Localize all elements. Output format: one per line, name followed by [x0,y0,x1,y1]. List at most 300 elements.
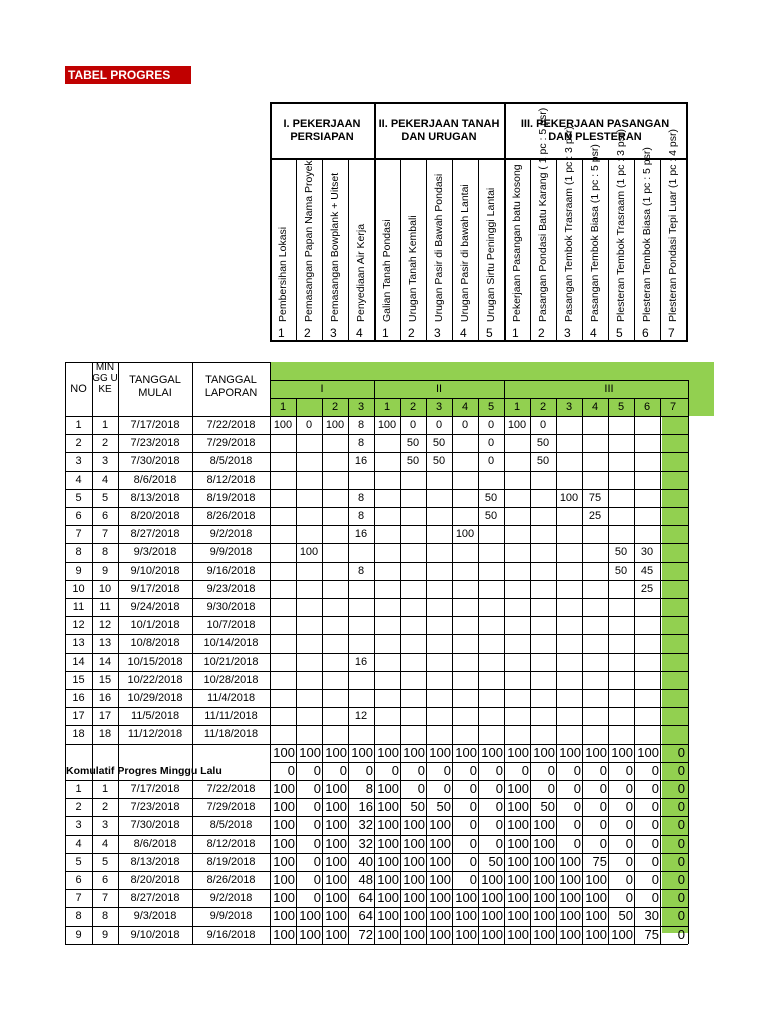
progress-value: 0 [677,890,685,906]
row-report-date: 7/22/2018 [206,419,256,431]
progress-value: 0 [651,835,659,851]
row-minggu: 13 [98,637,112,650]
grid-line [688,398,689,944]
progress-value: 100 [559,872,581,887]
progress-value: 100 [585,872,607,887]
task-number: 7 [668,326,675,340]
progress-value: 100 [325,872,347,887]
sub-number: 1 [383,401,391,413]
progress-value: 0 [469,853,477,869]
kumulatif-base-value: 0 [521,762,529,778]
progress-value: 100 [273,781,295,796]
kumulatif-base-value: 0 [391,762,399,778]
kumulatif-base-value: 0 [339,762,347,778]
row-no: 3 [75,819,82,832]
progress-value: 72 [358,926,373,942]
progress-value: 0 [313,835,321,851]
progress-value: 0 [539,419,547,431]
grid-line [65,944,688,945]
row-no: 6 [75,510,82,522]
progress-value: 0 [677,781,685,796]
progress-value: 0 [625,872,633,887]
progress-value: 100 [559,908,581,924]
progress-value: 50 [614,564,628,577]
row-report-date: 7/29/2018 [206,437,256,450]
progress-value: 0 [677,908,685,924]
header-border [400,158,401,342]
progress-value: 0 [599,817,607,833]
progress-value: 100 [377,419,397,431]
progress-value: 100 [507,817,529,833]
row-report-date: 8/26/2018 [206,510,256,522]
progress-value: 16 [354,528,368,541]
total-value: 100 [455,744,477,760]
task-number: 4 [460,326,467,340]
row-start-date: 9/17/2018 [130,582,180,595]
progress-value: 100 [273,817,295,833]
sub-number: 4 [591,401,599,413]
row-minggu: 9 [101,928,109,941]
row-start-date: 9/10/2018 [130,928,180,941]
row-report-date: 9/9/2018 [209,910,253,923]
progress-value: 50 [484,491,498,504]
task-number: 6 [642,326,649,340]
row-report-date: 10/14/2018 [203,637,259,650]
row-start-date: 8/27/2018 [130,892,180,905]
row-start-date: 7/23/2018 [130,801,180,814]
total-value: 100 [533,744,555,760]
row-minggu: 18 [98,728,112,741]
col-header-minggu: MIN GG U KE [92,362,118,395]
progress-value: 0 [651,781,659,796]
progress-value: 50 [432,437,446,450]
progress-value: 0 [487,419,495,431]
progress-value: 75 [592,853,607,869]
row-start-date: 8/6/2018 [133,473,177,486]
progress-value: 0 [469,799,477,815]
progress-value: 0 [573,799,581,815]
progress-value: 100 [403,853,425,869]
header-border [452,158,453,342]
progress-value: 100 [585,926,607,942]
row-start-date: 10/22/2018 [127,673,183,686]
sub-number: 4 [461,401,469,413]
progress-value: 50 [540,799,555,815]
col-header-no: NO [70,383,87,395]
progress-value: 0 [443,781,451,796]
row-no: 8 [75,546,82,559]
progress-value: 100 [507,781,529,796]
progress-value: 0 [409,419,417,431]
progress-value: 100 [507,799,529,815]
progress-value: 48 [358,872,373,887]
row-start-date: 7/17/2018 [130,783,180,795]
progress-value: 100 [507,908,529,924]
progress-value: 16 [358,799,373,815]
progress-value: 50 [410,799,425,815]
row-start-date: 10/8/2018 [130,637,180,650]
progress-value: 100 [481,890,503,906]
progress-value: 8 [357,564,365,577]
progress-value: 50 [406,455,420,468]
progress-value: 100 [507,926,529,942]
progress-value: 100 [299,908,321,924]
progress-value: 0 [651,890,659,906]
task-name: Pemasangan Bowplank + Uitset [329,172,341,322]
task-name: Galian Tanah Pondasi [381,219,393,322]
row-report-date: 9/2/2018 [209,528,253,541]
kumulatif-base-value: 0 [287,762,295,778]
sub-number: 2 [539,401,547,413]
progress-value: 100 [325,890,347,906]
progress-value: 100 [559,926,581,942]
row-minggu: 3 [101,455,109,468]
progress-value: 100 [533,908,555,924]
progress-value: 100 [429,872,451,887]
progress-value: 0 [573,817,581,833]
progress-value: 100 [481,872,503,887]
row-minggu: 11 [99,601,111,613]
col-header-tanggal-laporan: TANGGAL LAPORAN [204,374,258,399]
progress-value: 50 [536,437,550,450]
task-name: Pembersihan Lokasi [277,226,289,322]
task-name: Pasangan Tembok Biasa (1 pc : 5 psr) [589,144,601,322]
task-number: 2 [304,326,311,340]
progress-value: 100 [273,853,295,869]
row-minggu: 8 [101,546,109,559]
task-number: 1 [278,326,285,340]
task-name: Urugan Pasir di Bawah Pondasi [433,173,445,322]
progress-value: 100 [325,799,347,815]
progress-value: 0 [677,853,685,869]
progress-value: 100 [325,835,347,851]
row-report-date: 11/4/2018 [206,692,256,704]
row-no: 12 [72,619,85,632]
row-start-date: 9/10/2018 [130,564,180,577]
progress-value: 100 [507,890,529,906]
progress-value: 64 [358,908,373,924]
row-report-date: 9/16/2018 [206,564,256,577]
progress-value: 75 [588,491,602,504]
task-number: 3 [564,326,571,340]
row-no: 11 [72,601,85,613]
header-border [322,158,323,342]
progress-value: 8 [357,437,365,450]
progress-value: 0 [313,890,321,906]
row-start-date: 7/17/2018 [130,419,180,431]
roman-header: III [604,383,614,395]
progress-value: 100 [325,817,347,833]
progress-value: 30 [640,546,654,559]
row-minggu: 7 [101,892,109,905]
header-border [270,102,688,104]
task-name: Urugan Tanah Kembali [407,215,419,322]
row-report-date: 8/19/2018 [206,491,256,504]
group-label: II. PEKERJAAN TANAH DAN URUGAN [378,118,500,143]
task-number: 1 [512,326,519,340]
progress-value: 100 [533,817,555,833]
task-name: Pasangan Pondasi Batu Karang ( 1 pc : 5 psr) [537,107,549,322]
row-start-date: 7/30/2018 [130,455,180,468]
progress-value: 0 [677,817,685,833]
progress-value: 0 [313,872,321,887]
sub-number: 7 [669,401,677,413]
progress-value: 100 [559,890,581,906]
header-border [296,158,297,342]
row-no: 5 [75,855,82,868]
progress-value: 0 [305,419,313,431]
progress-value: 100 [325,781,347,796]
row-minggu: 15 [98,673,112,686]
task-name: Plesteran Pondasi Tepi Luar (1 pc : 4 psr) [667,129,679,322]
group-label: III. PEKERJAAN PASANGAN DAN PLESTERAN [520,118,670,143]
row-report-date: 7/29/2018 [206,801,256,814]
total-value: 100 [585,744,607,760]
kumulatif-label: Komulatif Progres Minggu Lalu [66,764,222,777]
header-border [270,102,272,342]
progress-value: 8 [365,781,373,796]
row-start-date: 8/27/2018 [130,528,180,541]
progress-value: 0 [651,872,659,887]
task-number: 3 [434,326,441,340]
progress-value: 30 [644,908,659,924]
progress-value: 0 [469,835,477,851]
group-label: I. PEKERJAAN PERSIAPAN [283,118,361,143]
progress-value: 0 [625,817,633,833]
row-minggu: 6 [101,874,109,886]
progress-value: 100 [403,890,425,906]
row-minggu: 3 [101,819,109,832]
progress-value: 0 [313,853,321,869]
row-start-date: 10/29/2018 [127,692,183,704]
progress-value: 50 [614,546,628,559]
task-name: Pekerjaan Pasangan batu kosong [511,164,523,322]
row-no: 7 [75,892,82,905]
header-border [478,158,479,342]
progress-value: 100 [377,799,399,815]
sub-number: 1 [513,401,521,413]
roman-header: II [435,383,443,395]
row-start-date: 9/3/2018 [133,546,177,559]
progress-value: 0 [313,817,321,833]
row-report-date: 9/9/2018 [209,546,253,559]
progress-value: 0 [487,455,495,468]
row-no: 6 [75,874,82,886]
sub-number: 2 [409,401,417,413]
progress-value: 0 [677,872,685,887]
progress-value: 0 [677,799,685,815]
roman-header: I [320,383,324,395]
row-report-date: 10/28/2018 [203,673,259,686]
row-no: 8 [75,910,82,923]
sub-number: 6 [643,401,651,413]
progress-value: 45 [640,564,654,577]
row-no: 16 [72,692,85,704]
header-border [634,158,635,342]
col-header-tanggal-mulai: TANGGAL MULAI [129,374,181,399]
row-minggu: 5 [101,491,109,504]
progress-value: 100 [455,890,477,906]
header-border [270,340,688,342]
progress-value: 100 [559,491,579,504]
progress-value: 100 [455,908,477,924]
row-report-date: 10/21/2018 [203,655,259,668]
row-minggu: 12 [98,619,112,632]
progress-value: 50 [618,908,633,924]
kumulatif-base-value: 0 [651,762,659,778]
progress-value: 0 [599,781,607,796]
task-number: 4 [356,326,363,340]
progress-value: 100 [533,926,555,942]
progress-value: 100 [455,528,475,541]
progress-value: 100 [377,890,399,906]
total-value: 100 [325,744,347,760]
row-minggu: 17 [98,710,112,723]
progress-value: 0 [313,781,321,796]
progress-value: 100 [377,835,399,851]
row-minggu: 2 [101,801,109,814]
progress-value: 0 [651,853,659,869]
row-report-date: 8/12/2018 [206,837,256,850]
row-no: 4 [75,473,82,486]
progress-value: 0 [313,799,321,815]
progress-value: 100 [377,781,399,796]
row-no: 5 [75,491,82,504]
progress-value: 0 [677,835,685,851]
progress-value: 0 [487,437,495,450]
progress-value: 100 [455,926,477,942]
total-value: 100 [429,744,451,760]
total-value: 100 [377,744,399,760]
progress-value: 0 [469,872,477,887]
progress-value: 100 [377,817,399,833]
progress-value: 100 [325,419,345,431]
sub-number: 3 [357,401,365,413]
row-start-date: 8/13/2018 [130,491,180,504]
row-no: 4 [75,837,82,850]
total-value: 100 [299,744,321,760]
progress-value: 0 [573,835,581,851]
header-border [686,102,688,342]
header-border [608,158,609,342]
progress-value: 100 [429,890,451,906]
progress-value: 100 [559,853,581,869]
progress-value: 100 [585,890,607,906]
progress-value: 0 [495,799,503,815]
row-no: 10 [72,582,85,595]
progress-value: 100 [377,872,399,887]
row-report-date: 11/18/2018 [203,728,259,741]
progress-value: 0 [625,890,633,906]
row-no: 1 [75,419,82,431]
row-minggu: 5 [101,855,109,868]
progress-value: 32 [358,835,373,851]
progress-value: 100 [325,853,347,869]
progress-value: 12 [354,710,368,723]
row-minggu: 6 [101,510,109,522]
row-no: 14 [72,655,85,668]
progress-value: 0 [625,799,633,815]
total-value: 100 [559,744,581,760]
progress-value: 25 [640,582,654,595]
progress-value: 100 [533,872,555,887]
header-border [348,158,349,342]
kumulatif-base-value: 0 [599,762,607,778]
progress-value: 100 [585,908,607,924]
progress-value: 100 [611,926,633,942]
row-minggu: 9 [101,564,109,577]
row-start-date: 8/20/2018 [130,874,180,886]
progress-value: 100 [429,926,451,942]
sub-number: 1 [279,401,287,413]
sub-number: 5 [487,401,495,413]
progress-value: 100 [325,908,347,924]
task-number: 1 [382,326,389,340]
row-start-date: 11/5/2018 [130,710,180,723]
row-no: 9 [75,928,82,941]
progress-value: 100 [273,835,295,851]
header-border [556,158,557,342]
progress-value: 64 [358,890,373,906]
row-no: 9 [75,564,82,577]
progress-value: 0 [495,781,503,796]
task-name: Pasangan Tembok Trasraam (1 pc : 3 psr) [563,126,575,322]
progress-value: 100 [403,908,425,924]
header-border [504,102,506,342]
total-value: 100 [637,744,659,760]
progress-value: 100 [507,853,529,869]
progress-value: 100 [481,908,503,924]
progress-value: 0 [625,781,633,796]
row-report-date: 11/11/2018 [204,710,258,723]
progress-value: 100 [533,835,555,851]
progress-value: 0 [417,781,425,796]
kumulatif-base-value: 0 [677,762,685,778]
progress-value: 8 [357,510,365,522]
total-value: 100 [507,744,529,760]
header-border [530,158,531,342]
row-report-date: 8/19/2018 [206,855,256,868]
progress-value: 100 [377,908,399,924]
kumulatif-base-value: 0 [443,762,451,778]
progress-value: 0 [435,419,443,431]
kumulatif-base-value: 0 [547,762,555,778]
task-number: 5 [486,326,493,340]
total-value: 100 [351,744,373,760]
progress-value: 100 [377,853,399,869]
row-minggu: 10 [98,582,112,595]
row-start-date: 9/3/2018 [133,910,177,923]
row-minggu: 14 [98,655,112,668]
row-no: 18 [72,728,85,741]
row-report-date: 9/16/2018 [206,928,256,941]
row-report-date: 9/2/2018 [209,892,253,905]
page-title: TABEL PROGRES [65,66,191,84]
progress-value: 100 [273,890,295,906]
progress-value: 50 [484,510,498,522]
progress-value: 100 [273,872,295,887]
row-start-date: 7/30/2018 [130,819,180,832]
progress-value: 100 [507,872,529,887]
task-name: Pemasangan Papan Nama Proyek [303,160,315,322]
progress-value: 50 [536,455,550,468]
progress-value: 100 [481,926,503,942]
total-value: 100 [481,744,503,760]
progress-value: 0 [651,799,659,815]
row-no: 17 [72,710,85,723]
progress-value: 0 [599,835,607,851]
task-name: Plesteran Tembok Biasa (1 pc : 5 psr) [641,147,653,322]
